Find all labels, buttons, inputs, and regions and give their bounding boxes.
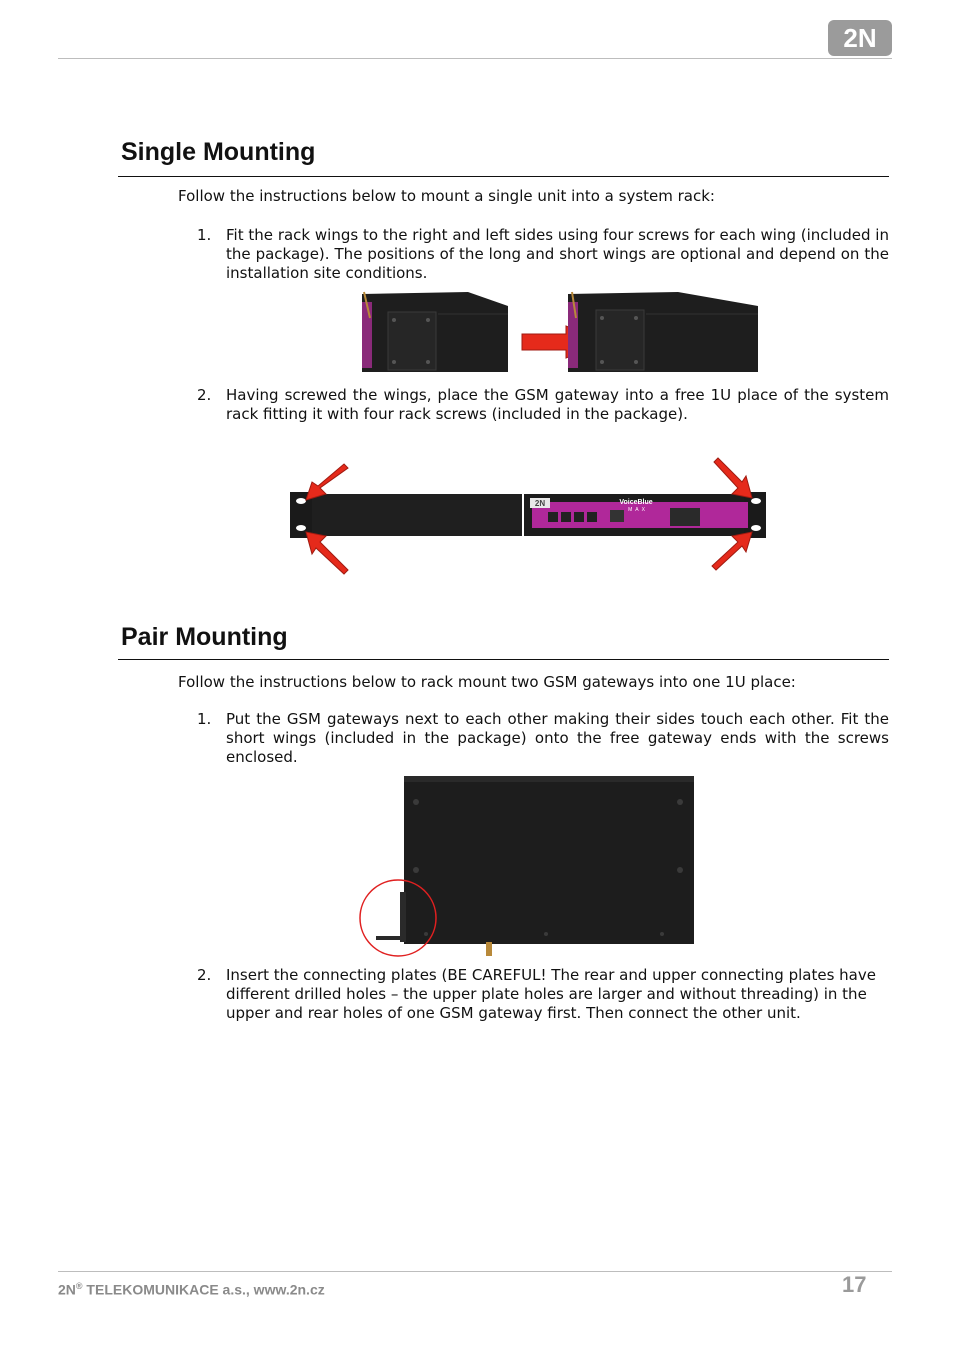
footer-company-rest: TELEKOMUNIKACE a.s., www.2n.cz (82, 1281, 325, 1298)
logo-text: 2N (843, 23, 877, 53)
section-rule (118, 659, 889, 660)
rack-wings-photo (358, 290, 760, 374)
step-number: 1. (197, 710, 212, 728)
gateway-top-view-photo (356, 772, 698, 960)
step-item (197, 226, 889, 283)
step-text: Insert the connecting plates (BE CAREFUL! The rear and upper connecting plates have different drilled holes – the upper plate holes are larger and without threading) in the upper and rear holes of one GSM gateway first. Then connect the other unit. (226, 966, 876, 1022)
device-model: MAX (628, 507, 648, 513)
step-number: 2. (197, 966, 212, 984)
footer-company (58, 1281, 325, 1298)
registered-mark: ® (75, 1281, 83, 1291)
step-text: Having screwed the wings, place the GSM gateway into a free 1U place of the system rack fitting it with four rack screws (included in the package). (226, 386, 889, 423)
step-item (197, 386, 889, 424)
step-text: Fit the rack wings to the right and left sides using four screws for each wing (included in the package). The positions of the long and short wings are optional and depend on the installation site conditions. (226, 226, 889, 282)
step-number: 2. (197, 386, 212, 404)
section-title-pair-mounting: Pair Mounting (121, 623, 288, 651)
section-rule (118, 176, 889, 177)
section-title-single-mounting: Single Mounting (121, 138, 316, 166)
footer-divider (58, 1271, 892, 1272)
header-divider (58, 58, 892, 59)
rack-mounted-gateway-photo (286, 454, 772, 576)
step-item (197, 710, 889, 767)
step-number: 1. (197, 226, 212, 244)
section-intro: Follow the instructions below to mount a single unit into a system rack: (178, 187, 715, 205)
device-logo: 2N (534, 499, 546, 508)
2n-logo (828, 20, 892, 56)
device-brand: VoiceBlue (619, 499, 653, 506)
footer-company-prefix: 2N (58, 1281, 76, 1298)
section-intro: Follow the instructions below to rack mount two GSM gateways into one 1U place: (178, 673, 796, 691)
step-text: Put the GSM gateways next to each other making their sides touch each other. Fit the short wings (included in the package) onto the free gateway ends with the screws enclosed. (226, 710, 889, 766)
step-item (197, 966, 889, 1023)
page-number: 17 (842, 1272, 867, 1297)
